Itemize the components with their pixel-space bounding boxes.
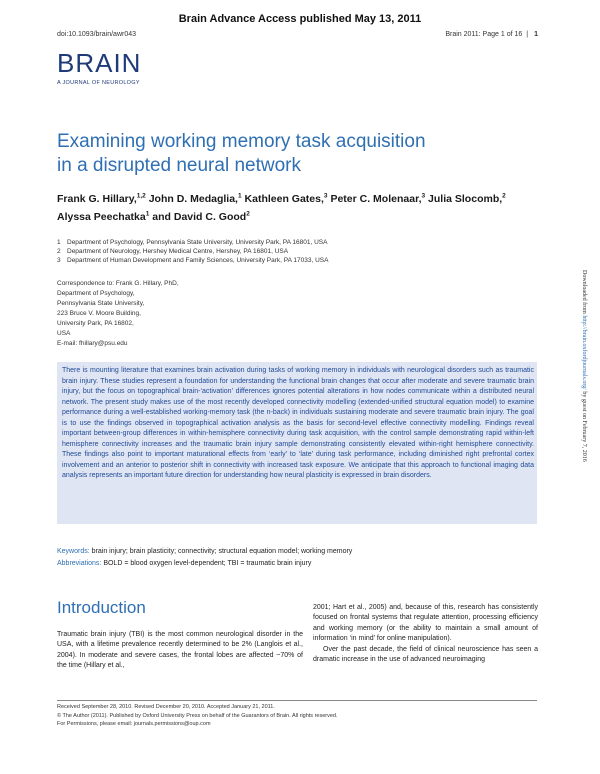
advance-access-banner: Brain Advance Access published May 13, 2011	[178, 13, 422, 25]
footnotes: Received September 28, 2010. Revised December 20, 2010. Accepted January 21, 2011. © The Author (2011). Published by Oxford University Press on behalf of the Guarantors of Brain. All rights reserved. For Permissions, please email: journals.permissions@oup.com	[57, 704, 338, 727]
journal-logo-subtitle: A JOURNAL OF NEUROLOGY	[57, 80, 140, 86]
journal-logo: BRAIN	[57, 48, 142, 78]
introduction-heading: Introduction	[57, 598, 146, 617]
keywords-block	[57, 546, 352, 570]
download-sidebar: Downloaded from http://brain.oxfordjournals.org/ by guest on February 7, 2016	[581, 270, 587, 462]
title-line-2: in a disrupted neural network	[57, 155, 301, 176]
author-list	[57, 188, 557, 225]
author: Julia Slocomb,$^2$	[428, 192, 506, 205]
abstract: There is mounting literature that examines brain activation during tasks of working memory in individuals with neurological disorders such as traumatic brain injury. These studies represent a foundation for understanding the functional brain changes that occur after moderate and severe traumatic brain injury, but the focus on topographical brain-‘activation’ differences ignores potential alterations in how nodes communicate within a distributed neural network. The present study makes use of the most recently developed connectivity modelling (extended-unified structural equation model) to examine performance during a well-established working-memory task (the n-back) in individuals sustaining moderate and severe traumatic brain injury. The goal is to use the findings observed in topographical activation analysis as the basis for second-level effective connectivity modelling. Findings reveal important between-group differences in within-hemisphere connectivity during task acquisition, with the control sample demonstrating rapid within-left hemisphere connectivity increases and the traumatic brain injury sample demonstrating consistently elevated within-right hemisphere connectivity. These findings also point to important maturational effects from ‘early’ to ‘late’ during task performance, including diminished right prefrontal cortex involvement and an anterior to posterior shift in connectivity with increased task exposure. We anticipate that this approach to functional imaging data analysis represents an important future direction for understanding how neural plasticity is expressed in brain disorders.	[62, 367, 534, 479]
author: Kathleen Gates,$^3$	[244, 192, 328, 205]
page-separator: |	[526, 31, 529, 38]
affiliation: 1 Department of Psychology, Pennsylvania State University, University Park, PA 16801, USA	[57, 239, 328, 246]
intro-column-1: Traumatic brain injury (TBI) is the most common neurological disorder in the USA, with a lifetime prevalence recently determined to be 2% (Langlois et al., 2004). In moderate and severe cases, the frontal lobes are affected ~70% of the time (Hillary et al.,	[57, 631, 303, 670]
keywords-label: Keywords:	[57, 548, 90, 555]
correspondence: Correspondence to: Frank G. Hillary, PhD, Department of Psychology, Pennsylvania State University, 223 Bruce V. Moore Building, University Park, PA 16802, USA E-mail: fhillary@psu.edu	[57, 280, 179, 347]
abbreviations: BOLD = blood oxygen level-dependent; TBI = traumatic brain injury	[103, 560, 312, 567]
journal-page: Brain 2011: Page 1 of 16	[445, 31, 523, 38]
doi[interactable]: doi:10.1093/brain/awr043	[57, 31, 137, 38]
keywords: brain injury; brain plasticity; connectivity; structural equation model; working memory	[91, 548, 353, 555]
affiliation: 2 Department of Neurology, Hershey Medical Centre, Hershey, PA 16801, USA	[57, 248, 289, 255]
footnote-divider	[57, 700, 537, 701]
page-number: 1	[534, 31, 538, 38]
intro-column-2: 2001; Hart et al., 2005) and, because of this, research has consistently focused on frontal systems that regulate attention, processing efficiency and working memory (or the ability to maintain a small amount of information ‘in mind’ for online manipulation). Over the past decade, the field of clinical neuroscience has seen a dramatic increase in the use of advanced neuroimaging	[313, 604, 538, 664]
author: Frank G. Hillary,$^{1,2}$	[57, 192, 146, 205]
article-title	[57, 130, 477, 178]
title-line-1: Examining working memory task acquisition	[57, 131, 426, 152]
page-info	[445, 31, 538, 38]
affiliation: 3 Department of Human Development and Family Sciences, University Park, PA 17033, USA	[57, 257, 329, 264]
author: and David C. Good$^2$	[152, 210, 250, 223]
download-link[interactable]: http://brain.oxfordjournals.org/	[581, 315, 587, 390]
author: Alyssa Peechatka$^1$	[57, 210, 150, 223]
author: John D. Medaglia,$^1$	[148, 192, 242, 205]
correspondence-email[interactable]: E-mail: fhillary@psu.edu	[57, 340, 128, 347]
abbreviations-label: Abbreviations:	[57, 560, 102, 567]
author: Peter C. Molenaar,$^3$	[330, 192, 426, 205]
affiliations	[57, 238, 328, 265]
